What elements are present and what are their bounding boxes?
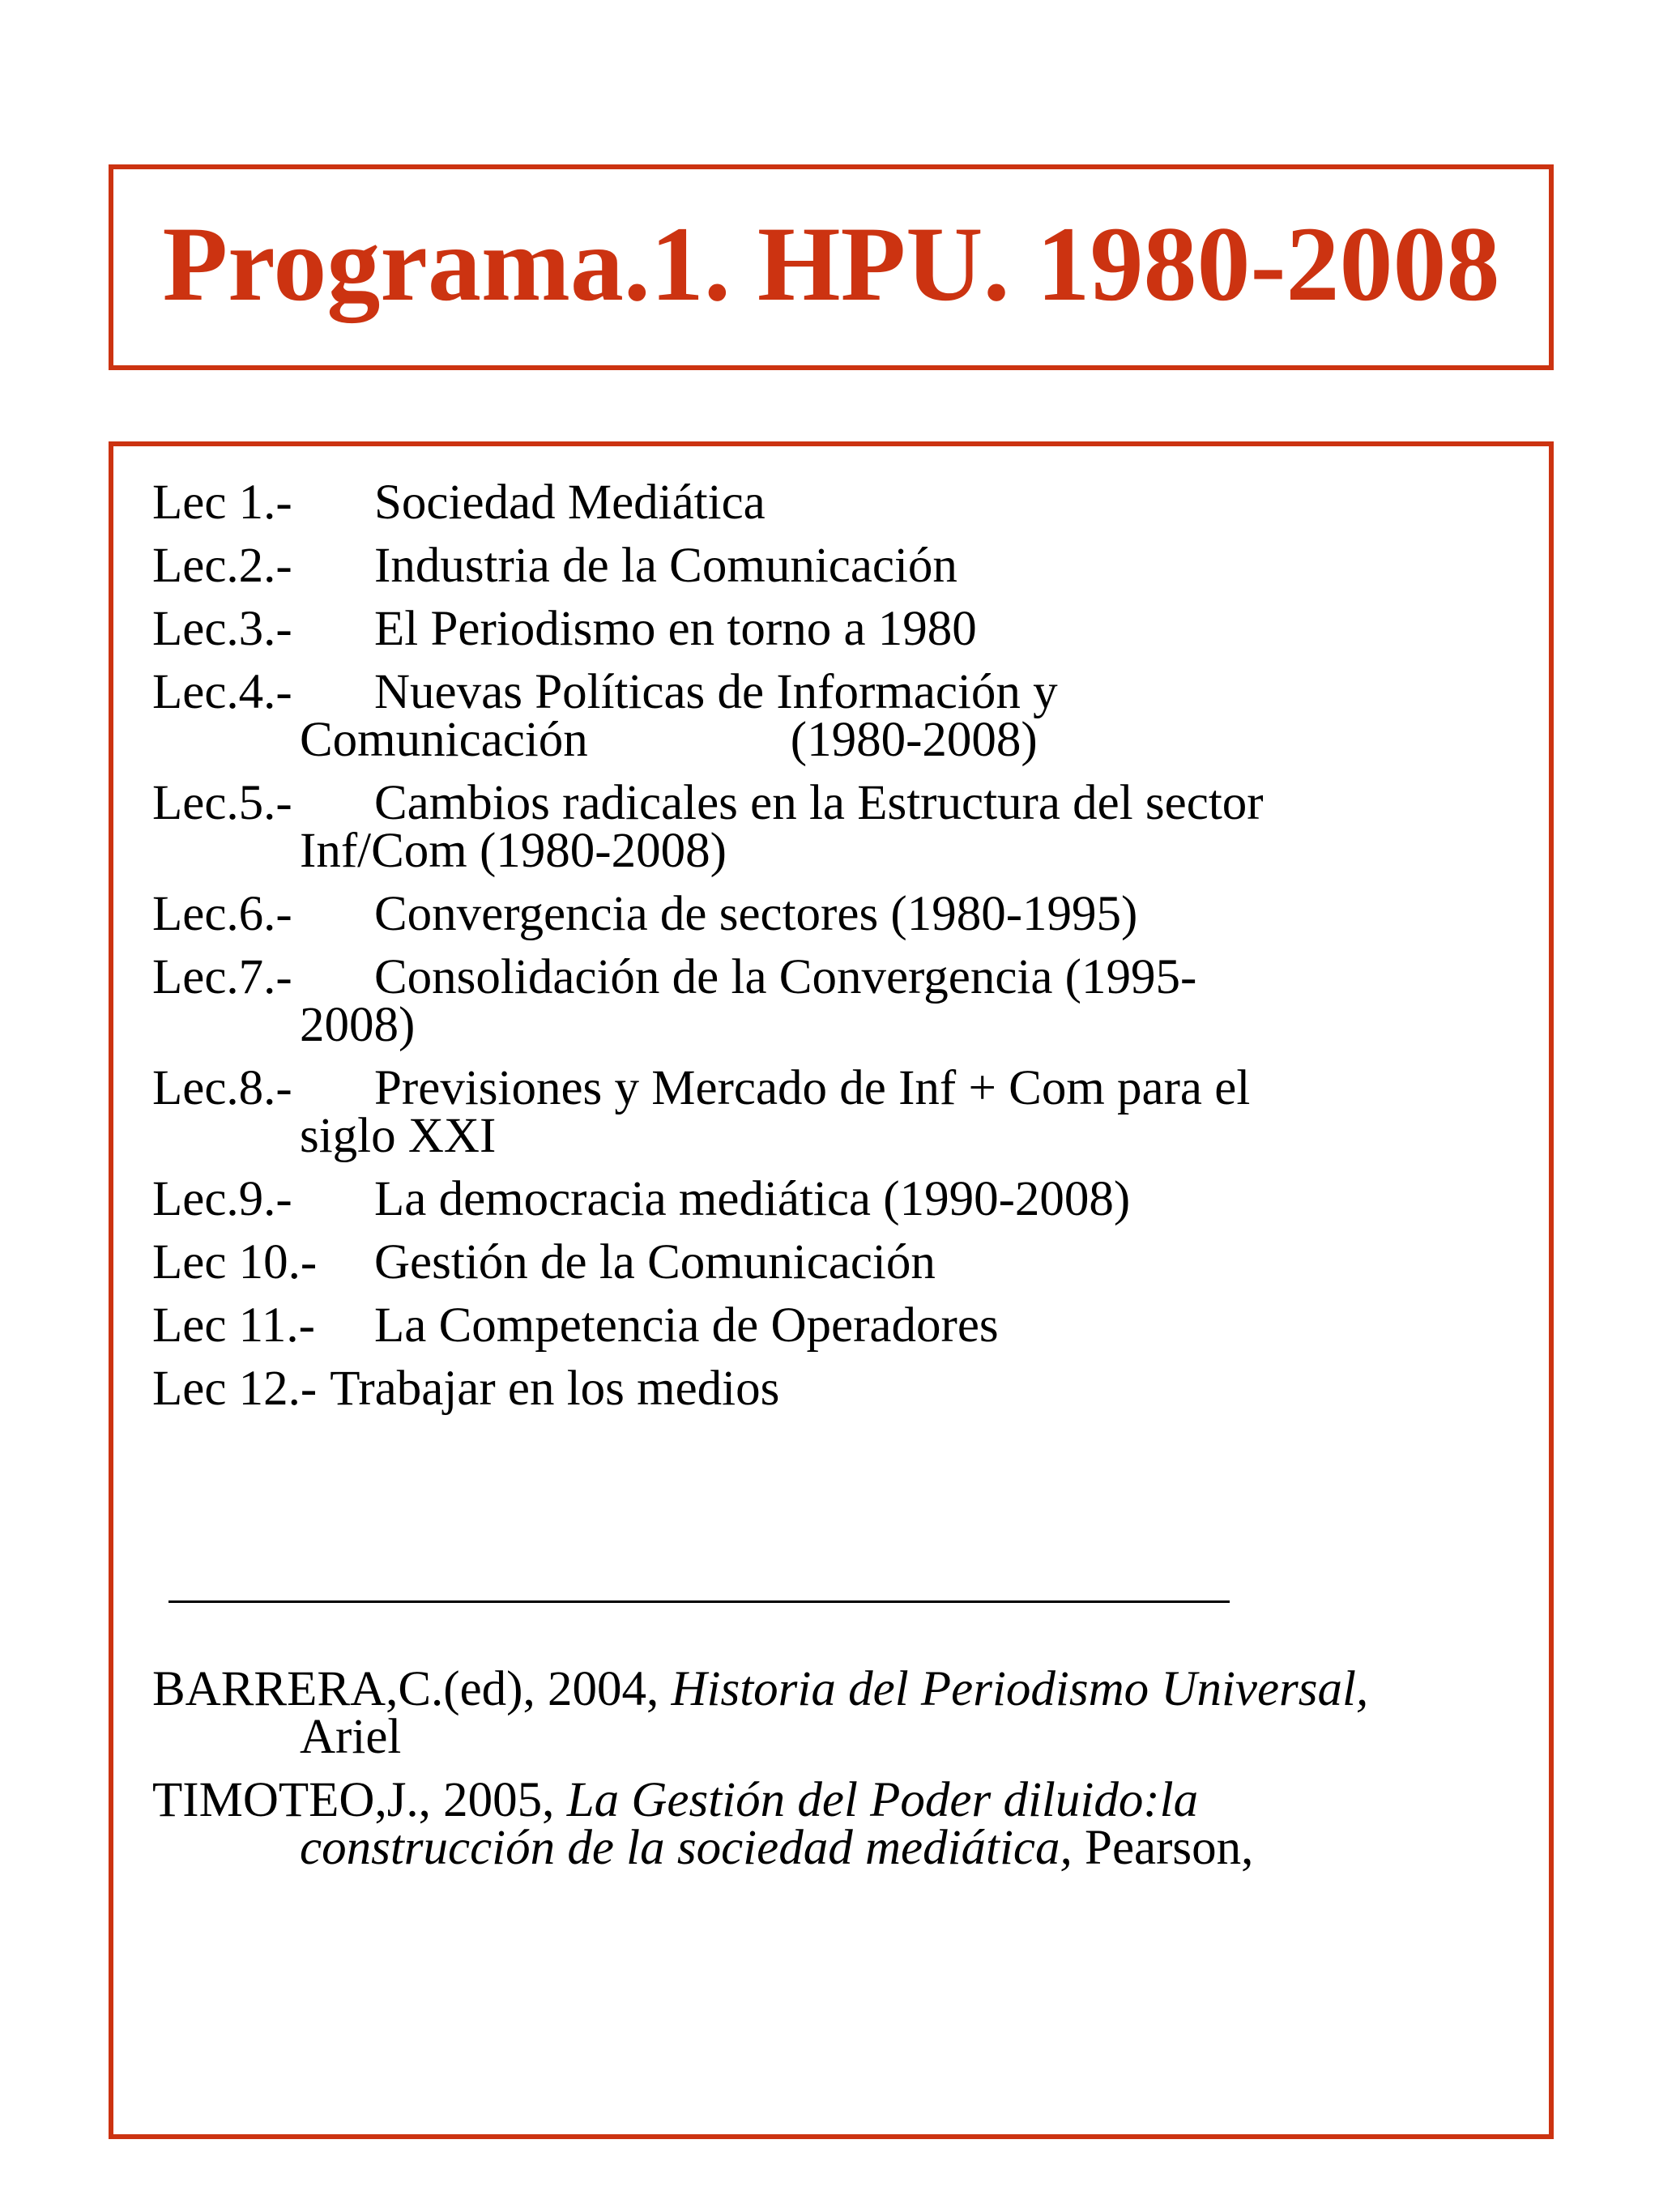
lesson-number: Lec 11.- bbox=[152, 1298, 315, 1353]
lesson-number: Lec 1.- bbox=[152, 475, 292, 530]
lesson-item bbox=[152, 950, 1529, 1052]
lesson-number: Lec.7.- bbox=[152, 950, 292, 1004]
lesson-title: Previsiones y Mercado de Inf + Com para el bbox=[374, 1061, 1251, 1115]
lesson-title-continuation: Comunicación bbox=[300, 713, 588, 767]
lesson-title: Trabajar en los medios bbox=[330, 1362, 780, 1416]
page-title: Programa.1. HPU. 1980-2008 bbox=[162, 204, 1500, 323]
lesson-number: Lec 10.- bbox=[152, 1235, 318, 1289]
lesson-title: Cambios radicales en la Estructura del sector bbox=[374, 776, 1264, 830]
reference-title: La Gestión del Poder diluido:la bbox=[566, 1773, 1199, 1827]
lesson-title-continuation: Inf/Com (1980-2008) bbox=[300, 824, 727, 878]
lesson-title: La democracia mediática (1990-2008) bbox=[374, 1172, 1131, 1226]
lesson-title: El Periodismo en torno a 1980 bbox=[374, 602, 977, 656]
lesson-item bbox=[152, 1061, 1529, 1163]
reference-item bbox=[152, 1773, 1546, 1875]
lesson-number: Lec.3.- bbox=[152, 602, 292, 656]
reference-list bbox=[152, 1662, 1546, 1887]
reference-author: BARRERA,C.(ed), 2004, bbox=[152, 1662, 672, 1716]
lesson-item bbox=[152, 475, 1529, 530]
lesson-number: Lec.5.- bbox=[152, 776, 292, 830]
divider bbox=[168, 1600, 1230, 1603]
lesson-title: Consolidación de la Convergencia (1995- bbox=[374, 950, 1197, 1004]
lesson-item bbox=[152, 1298, 1529, 1353]
lesson-title-continuation: siglo XXI bbox=[300, 1109, 497, 1163]
lesson-number: Lec.6.- bbox=[152, 887, 292, 941]
content-box bbox=[109, 441, 1554, 2139]
lesson-item bbox=[152, 1235, 1529, 1289]
lesson-number: Lec.9.- bbox=[152, 1172, 292, 1226]
lesson-item bbox=[152, 1172, 1529, 1226]
reference-publisher: Pearson, bbox=[1072, 1821, 1254, 1875]
lesson-title: Sociedad Mediática bbox=[374, 475, 766, 530]
lesson-title: Convergencia de sectores (1980-1995) bbox=[374, 887, 1138, 941]
lesson-item bbox=[152, 539, 1529, 593]
lesson-item bbox=[152, 665, 1529, 767]
lesson-number: Lec 12.- bbox=[152, 1362, 318, 1416]
reference-author: TIMOTEO,J., 2005, bbox=[152, 1773, 567, 1827]
lesson-title-continuation: 2008) bbox=[300, 998, 416, 1052]
lesson-period: (1980-2008) bbox=[790, 713, 1038, 767]
lesson-list bbox=[152, 475, 1529, 1428]
lesson-item bbox=[152, 776, 1529, 878]
lesson-number: Lec.8.- bbox=[152, 1061, 292, 1115]
lesson-title: Nuevas Políticas de Información y bbox=[374, 665, 1058, 719]
lesson-item bbox=[152, 1362, 1529, 1416]
reference-item bbox=[152, 1662, 1546, 1764]
lesson-item bbox=[152, 602, 1529, 656]
lesson-number: Lec.4.- bbox=[152, 665, 292, 719]
reference-title: Historia del Periodismo Universal, bbox=[671, 1662, 1369, 1716]
lesson-item bbox=[152, 887, 1529, 941]
lesson-number: Lec.2.- bbox=[152, 539, 292, 593]
reference-title-continuation: construcción de la sociedad mediática, bbox=[300, 1821, 1073, 1875]
lesson-title: Industria de la Comunicación bbox=[374, 539, 957, 593]
title-box bbox=[109, 164, 1554, 370]
lesson-title: Gestión de la Comunicación bbox=[374, 1235, 936, 1289]
reference-publisher: Ariel bbox=[300, 1710, 402, 1764]
lesson-title: La Competencia de Operadores bbox=[374, 1298, 999, 1353]
